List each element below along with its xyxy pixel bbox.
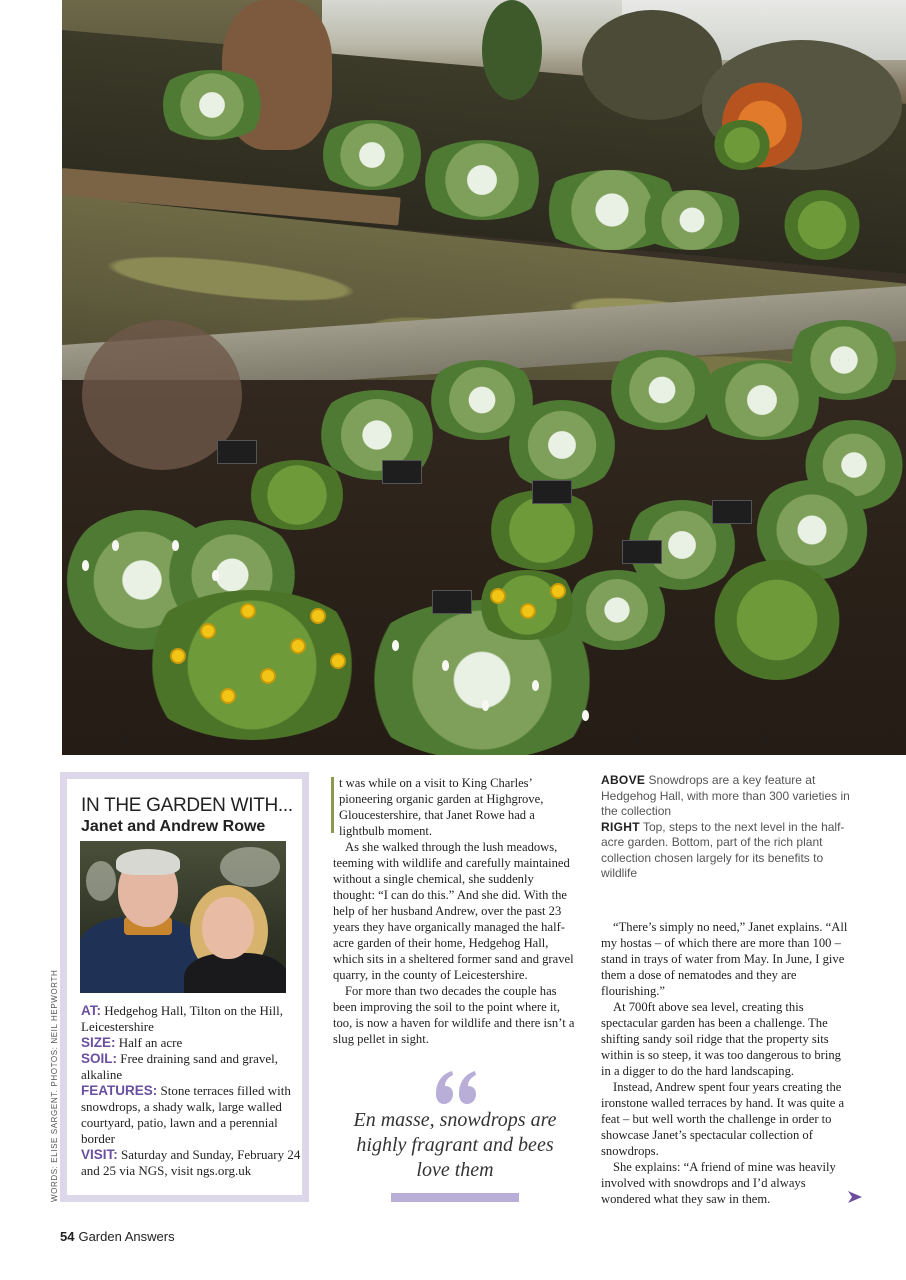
fact-visit: VISIT: Saturday and Sunday, February 24 and 25 via NGS, visit ngs.org.uk — [81, 1147, 301, 1178]
winter-aconite — [242, 605, 254, 617]
snowdrop — [212, 570, 219, 581]
foliage — [712, 560, 842, 680]
plant-label — [382, 460, 422, 484]
snowdrop — [482, 700, 489, 711]
caption-above: ABOVE Snowdrops are a key feature at Hedgehog Hall, with more than 300 varieties in the collection — [601, 773, 850, 818]
article-paragraph: At 700ft above sea level, creating this spectacular garden has been a challenge. The shifting sandy soil ridge that the property sits within is so steep, it was too dangerous to bring in a digger to do the hard landscaping. — [601, 1000, 841, 1078]
snowdrop — [442, 660, 449, 671]
snowdrop-clump — [632, 190, 752, 250]
woman-top — [184, 953, 286, 993]
plant-label — [622, 540, 662, 564]
winter-aconite — [222, 690, 234, 702]
man-hair — [116, 849, 180, 875]
round-shrub — [712, 120, 772, 170]
winter-aconite — [202, 625, 214, 637]
fact-soil: SOIL: Free draining sand and gravel, alkaline — [81, 1051, 279, 1082]
magazine-name: Garden Answers — [78, 1229, 175, 1244]
conifer — [482, 0, 542, 100]
owners-portrait — [80, 841, 286, 993]
winter-aconite — [312, 610, 324, 622]
snowdrop — [392, 640, 399, 651]
quote-mark-icon — [432, 1068, 480, 1108]
golden-shrub — [782, 190, 862, 260]
foliage — [242, 460, 352, 530]
winter-aconite — [492, 590, 504, 602]
photo-captions — [601, 773, 857, 882]
article-paragraph: t was while on a visit to King Charles’ pioneering organic garden at Highgrove, Gloucestershire, that Janet Rowe had a lightbulb moment. — [339, 776, 544, 838]
article-column-right — [601, 919, 851, 1207]
article-paragraph: For more than two decades the couple has been improving the soil to the point where it, too, is now a haven for wildlife and there isn’t a slug pellet in sight. — [333, 984, 575, 1046]
plant-label — [712, 500, 752, 524]
winter-aconite — [522, 605, 534, 617]
shrub — [582, 10, 722, 120]
fact-features: FEATURES: Stone terraces filled with snowdrops, a shady walk, large walled courtyard, patio, lawn and a perennial border — [81, 1083, 291, 1146]
background-foliage — [86, 861, 116, 901]
article-paragraph: Instead, Andrew spent four years creating the ironstone walled terraces by hand. It was quite a feat – but well worth the challenge in order to showcase Janet’s spectacular collection of snowdrops. — [601, 1080, 845, 1158]
snowdrop — [82, 560, 89, 571]
winter-aconite — [292, 640, 304, 652]
snowdrop-clump — [152, 70, 272, 140]
snowdrop — [582, 710, 589, 721]
fact-location: AT: Hedgehog Hall, Tilton on the Hill, Leicestershire — [81, 1003, 283, 1034]
snowdrop-clump — [412, 140, 552, 220]
article-paragraph: She explains: “A friend of mine was heavily involved with snowdrops and I’d always wondered what they saw in them. — [601, 1160, 836, 1206]
winter-aconite — [262, 670, 274, 682]
caption-right: RIGHT Top, steps to the next level in the half-acre garden. Bottom, part of the rich plant collection chosen largely for its benefits to wildlife — [601, 819, 845, 880]
page-number: 54 — [60, 1229, 75, 1244]
continue-arrow-icon — [848, 1191, 862, 1203]
infobox-title: IN THE GARDEN WITH... — [81, 795, 293, 816]
photo-credit: WORDS: ELISE SARGENT. PHOTOS: NEIL HEPWORTH — [50, 969, 59, 1202]
fact-size: SIZE: Half an acre — [81, 1035, 183, 1050]
snowdrop-clump — [502, 400, 622, 490]
winter-aconite — [172, 650, 184, 662]
hero-photo — [62, 0, 906, 755]
snowdrop-clump — [782, 320, 906, 400]
plant-label — [217, 440, 257, 464]
article-paragraph: “There’s simply no need,” Janet explains. “All my hostas – of which there are more than 100 – stand in trays of water from May. In June, I give them a dose of nematodes and they are flourishing.” — [601, 920, 848, 998]
infobox-owners: Janet and Andrew Rowe — [81, 818, 266, 835]
pull-quote: En masse, snowdrops are highly fragrant and bees love them — [353, 1109, 557, 1181]
plant-label — [432, 590, 472, 614]
article-paragraph: As she walked through the lush meadows, teeming with wildlife and carefully maintained without a single chemical, she suddenly thought: “I can do this.” And she did. With the help of her husband Andrew, over the past 23 years they have organically managed the half-acre garden of their home, Hedgehog Hall, which sits in a sheltered former sand and gravel quarry, in the county of Leicestershire. — [333, 840, 574, 982]
snowdrop — [172, 540, 179, 551]
pull-quote-rule — [391, 1193, 519, 1202]
article-column-middle — [333, 775, 578, 1047]
background-foliage — [220, 847, 280, 887]
snowdrop — [112, 540, 119, 551]
plant-label — [532, 480, 572, 504]
garden-info-box — [60, 772, 309, 1202]
woman-face — [202, 897, 254, 959]
winter-aconite — [332, 655, 344, 667]
winter-aconite — [552, 585, 564, 597]
page-folio — [60, 1229, 175, 1244]
garden-facts — [81, 1003, 301, 1179]
snowdrop — [532, 680, 539, 691]
